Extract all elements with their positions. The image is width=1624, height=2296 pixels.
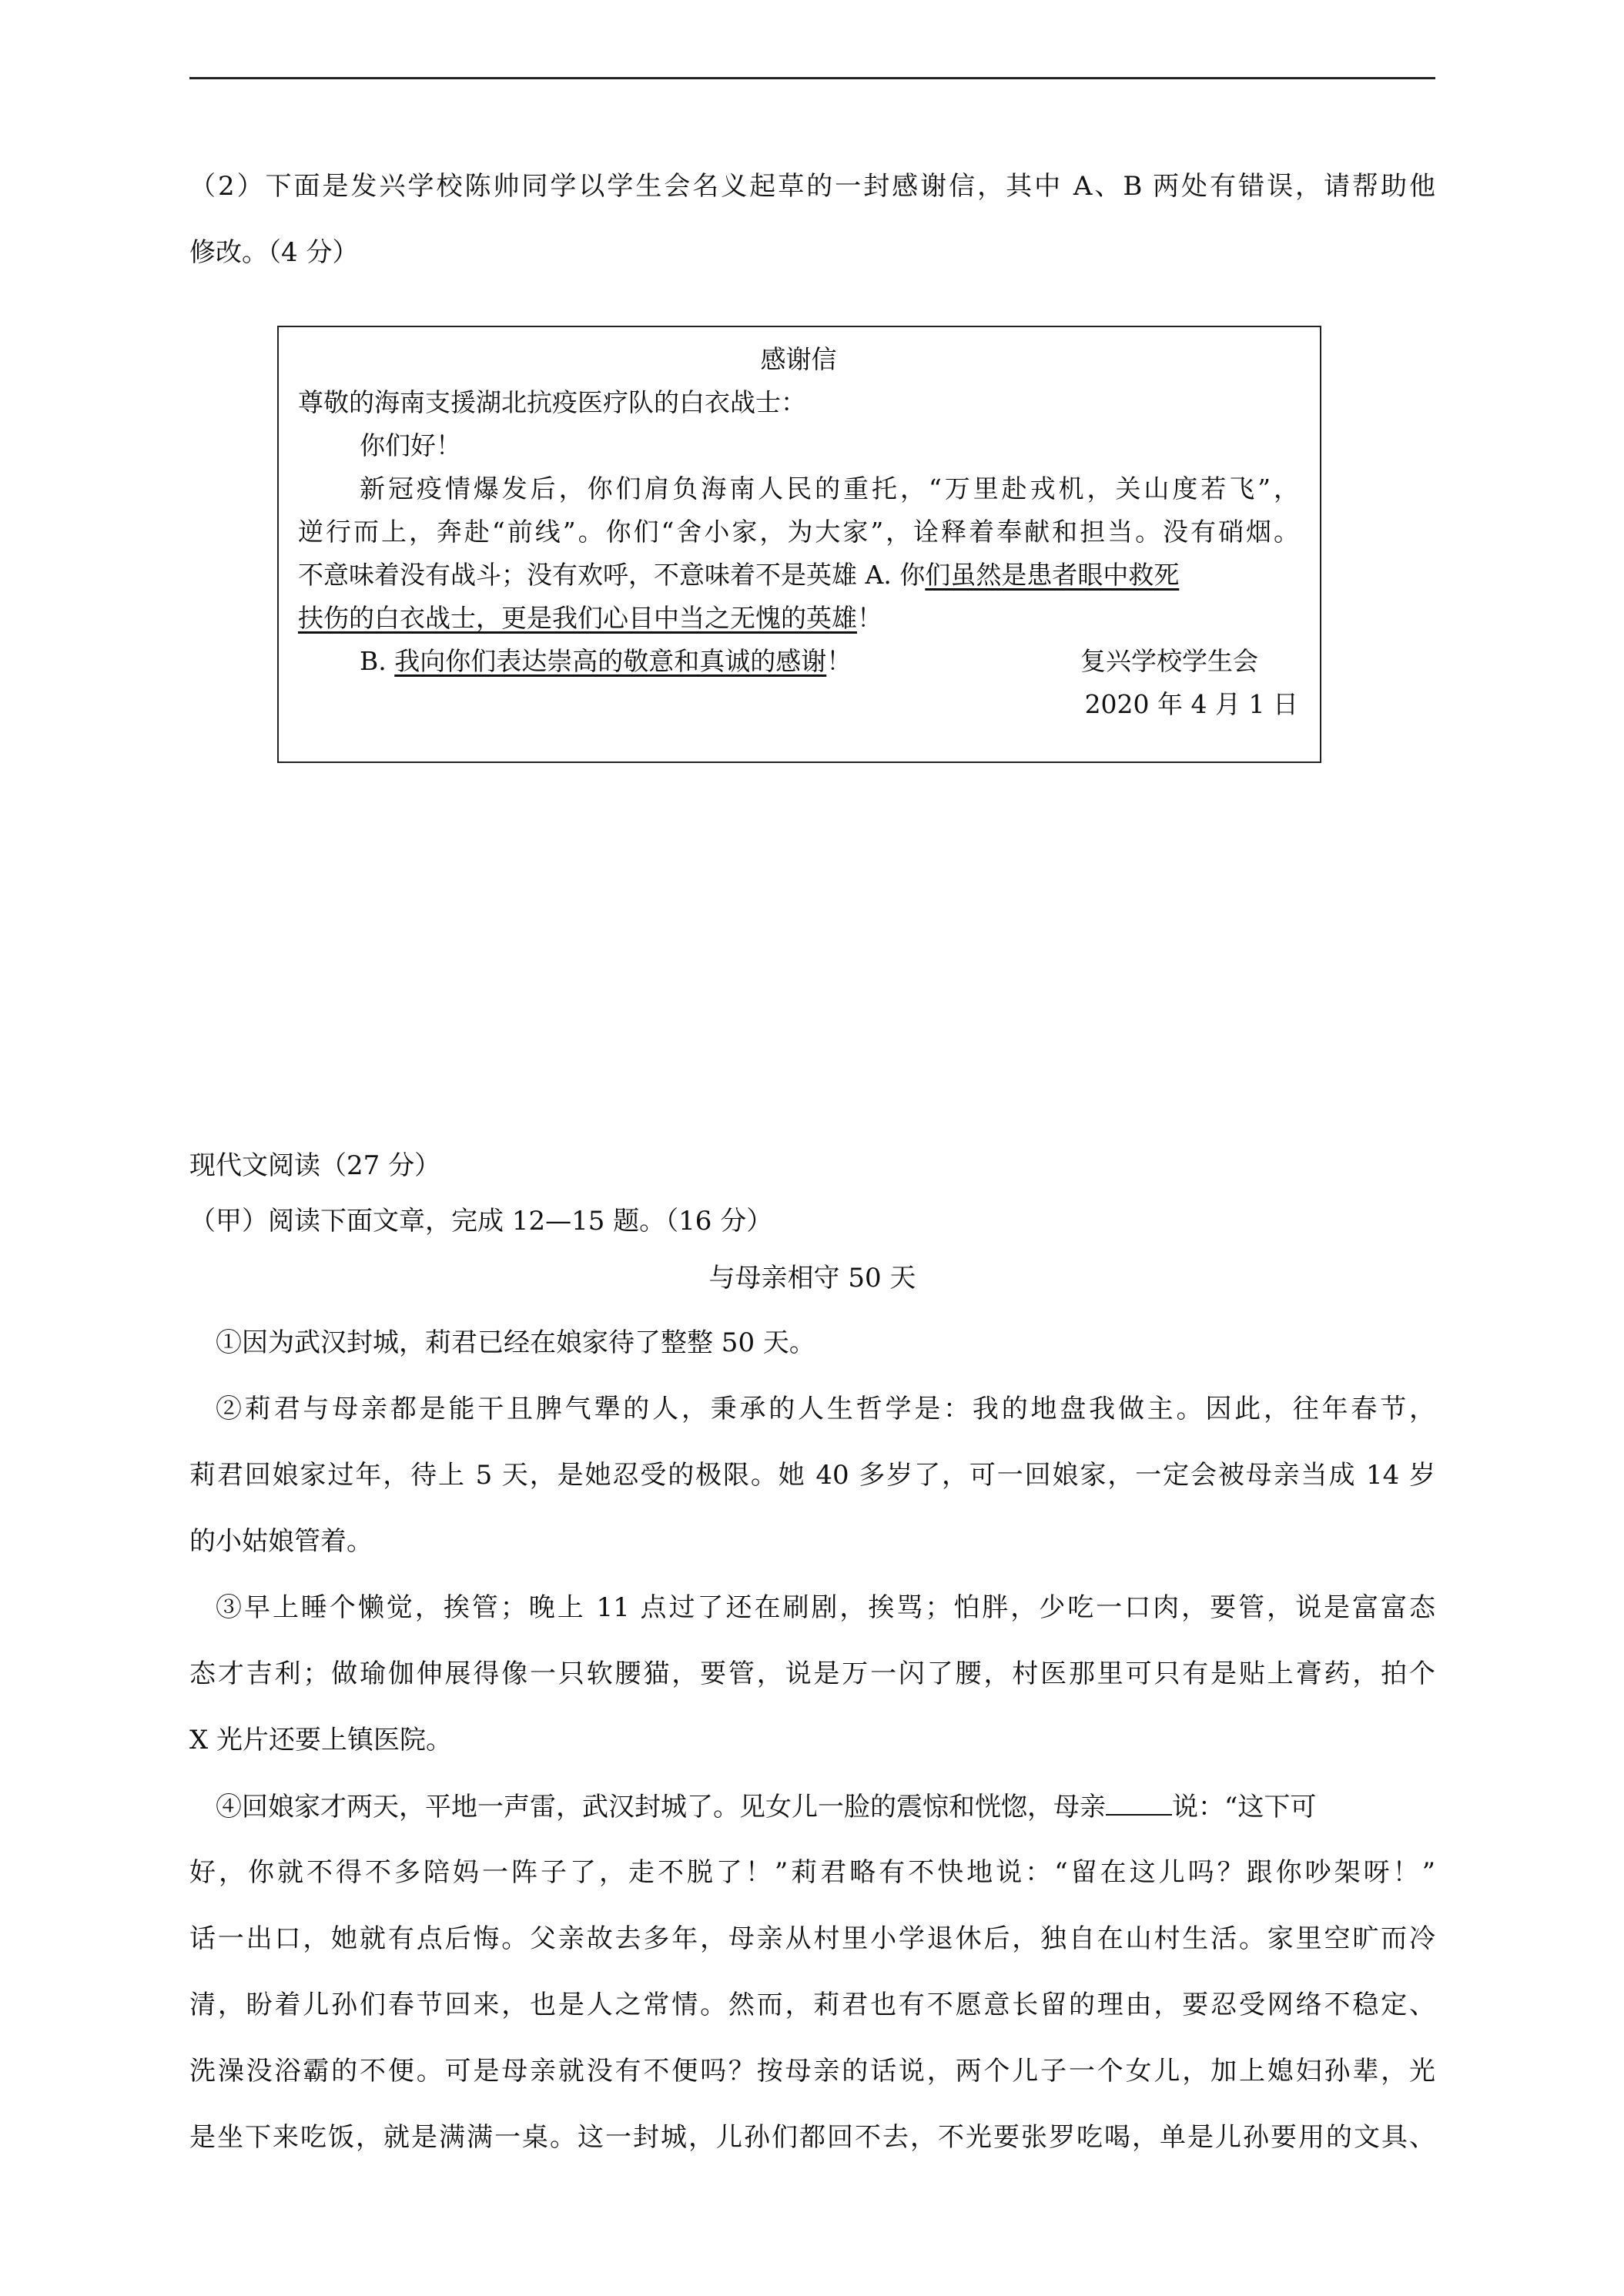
letter-greeting: 你们好！ — [360, 430, 461, 460]
question-line-2: 修改。（4 分） — [189, 237, 359, 268]
letter-title: 感谢信 — [760, 344, 837, 374]
thank-you-letter-box — [277, 326, 1321, 763]
paragraph-4-line-1-pre: ④回娘家才两天，平地一声雷，武汉封城了。见女儿一脸的震惊和恍惚，母亲 — [216, 1792, 1106, 1822]
paragraph-4-line-3: 话一出口，她就有点后悔。父亲故去多年，母亲从村里小学退休后，独自在山村生活。家里空旷而冷 — [189, 1923, 1435, 1954]
paragraph-4-line-2: 好，你就不得不多陪妈一阵子了，走不脱了！”莉君略有不快地说：“留在这儿吗？跟你吵架呀！” — [189, 1857, 1435, 1888]
paragraph-4-line-4: 清，盼着儿孙们春节回来，也是人之常情。然而，莉君也有不愿意长留的理由，要忍受网络不稳定、 — [189, 1990, 1435, 2020]
error-b-punct: ！ — [826, 646, 852, 676]
paragraph-4-line-6: 是坐下来吃饭，就是满满一桌。这一封城，儿孙们都回不去，不光要张罗吃喝，单是儿孙要用的文具、 — [189, 2122, 1435, 2153]
letter-body-line-3-text: 不意味着没有战斗；没有欢呼，不意味着不是英雄 A. 你 — [298, 560, 926, 590]
paragraph-4-line-1-post: 说：“这下可 — [1172, 1792, 1317, 1822]
letter-body-line-2: 逆行而上，奔赴“前线”。你们“舍小家，为大家”，诠释着奉献和担当。没有硝烟。 — [298, 517, 1299, 547]
header-rule — [189, 77, 1435, 79]
section-subheading: （甲）阅读下面文章，完成 12—15 题。（16 分） — [189, 1206, 773, 1237]
section-heading: 现代文阅读（27 分） — [189, 1150, 441, 1181]
letter-date: 2020 年 4 月 1 日 — [1084, 689, 1298, 719]
error-b-underlined: 我向你们表达崇高的敬意和真诚的感谢 — [394, 646, 827, 676]
letter-signature: 复兴学校学生会 — [1080, 646, 1258, 676]
paragraph-2-line-1: ②莉君与母亲都是能干且脾气犟的人，秉承的人生哲学是：我的地盘我做主。因此，往年春节， — [216, 1394, 1435, 1424]
paragraph-3-line-2: 态才吉利；做瑜伽伸展得像一只软腰猫，要管，说是万一闪了腰，村医那里可只有是贴上膏药，拍个 — [189, 1658, 1435, 1689]
letter-body-line-4-punct: ！ — [857, 603, 882, 633]
paragraph-2-line-3: 的小姑娘管着。 — [189, 1526, 373, 1557]
letter-salutation: 尊敬的海南支援湖北抗疫医疗队的白衣战士： — [298, 387, 806, 417]
letter-body-line-4 — [298, 603, 1299, 634]
fill-in-blank — [1106, 1791, 1172, 1816]
letter-body-line-3 — [298, 560, 1299, 591]
paragraph-1: ①因为武汉封城，莉君已经在娘家待了整整 50 天。 — [216, 1327, 815, 1358]
paragraph-3-line-1: ③早上睡个懒觉，挨管；晚上 11 点过了还在刷剧，挨骂；怕胖，少吃一口肉，要管，说是富富态 — [216, 1592, 1435, 1623]
article-title: 与母亲相守 50 天 — [708, 1263, 916, 1294]
paragraph-3-line-3: X 光片还要上镇医院。 — [189, 1725, 453, 1755]
error-a-underlined-2: 扶伤的白衣战士，更是我们心目中当之无愧的英雄 — [298, 603, 857, 633]
paragraph-2-line-2: 莉君回娘家过年，待上 5 天，是她忍受的极限。她 40 多岁了，可一回娘家，一定会被母亲当成 14 岁 — [189, 1460, 1435, 1491]
error-b-label: B. — [360, 646, 395, 676]
paragraph-4-line-5: 洗澡没浴霸的不便。可是母亲就没有不便吗？按母亲的话说，两个儿子一个女儿，加上媳妇孙辈，光 — [189, 2056, 1435, 2087]
error-a-underlined-1: 们虽然是患者眼中救死 — [925, 560, 1180, 590]
question-line-1: （2）下面是发兴学校陈帅同学以学生会名义起草的一封感谢信，其中 A、B 两处有错误，请帮助他 — [189, 171, 1435, 202]
paragraph-4-line-1 — [189, 1791, 1435, 1822]
letter-body-line-1: 新冠疫情爆发后，你们肩负海南人民的重托，“万里赴戎机，关山度若飞”， — [360, 474, 1299, 504]
